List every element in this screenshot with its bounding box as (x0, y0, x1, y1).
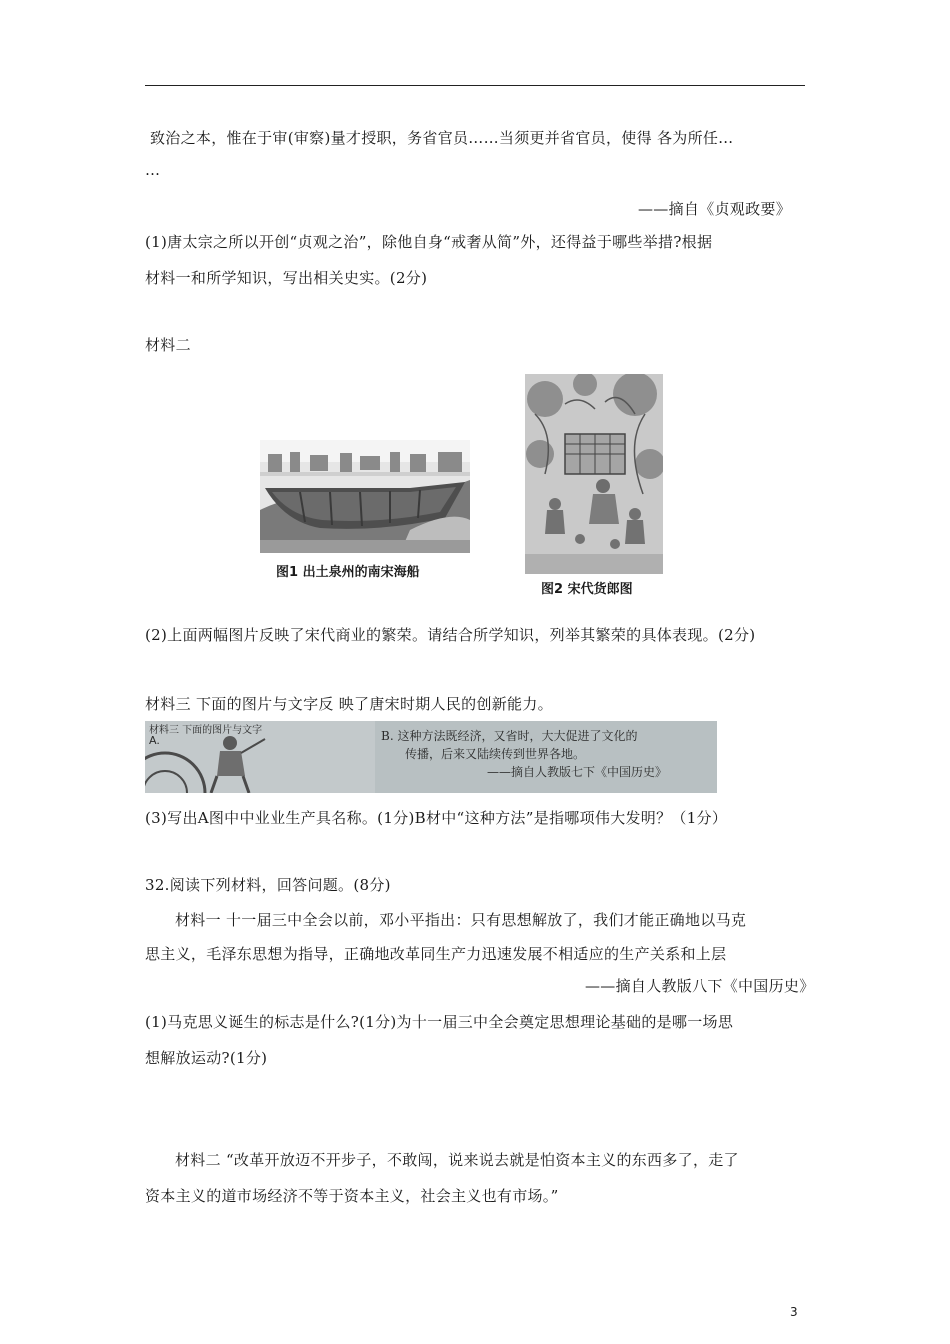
material3-heading: 材料三 下面的图片与文字反 映了唐宋时期人民的创新能力。 (145, 695, 553, 713)
photo-b-line1: B. 这种方法既经济，又省时，大大促进了文化的 (381, 729, 638, 743)
section32-question1-line1: (1)马克思义诞生的标志是什么?(1分)为十一届三中全会奠定思想理论基础的是哪一场思 (145, 1013, 734, 1031)
figure1-ship-photo (260, 440, 470, 553)
material1-text: 致治之本，惟在于审(审察)量才授职，务省官员……当须更并省官员，使得 各为所任… (150, 129, 734, 147)
figure2-caption: 图2 宋代货郎图 (541, 582, 633, 597)
section32-material1-source: ——摘自人教版八下《中国历史》 (585, 977, 815, 995)
photo-label-a: A. (149, 734, 160, 747)
question3: (3)写出A图中中业业生产具名称。(1分)B材中“这种方法”是指哪项伟大发明？（1分） (145, 809, 728, 827)
figure2-peddler-painting (525, 374, 663, 574)
header-rule (145, 85, 805, 86)
photo-header-text: 材料三 下面的图片与文字 (149, 725, 263, 736)
photo-b-source: ——摘自人教版七下《中国历史》 (487, 765, 668, 779)
page-number: 3 (790, 1305, 798, 1319)
section32-material1-line2: 思主义，毛泽东思想为指导，正确地改革同生产力迅速发展不相适应的生产关系和上层 (145, 945, 727, 963)
section32-material2-line2: 资本主义的道市场经济不等于资本主义，社会主义也有市场。” (145, 1187, 559, 1205)
section32-material1-line1: 材料一 十一届三中全会以前，邓小平指出：只有思想解放了，我们才能正确地以马克 (175, 911, 747, 929)
question1-line2: 材料一和所学知识，写出相关史实。(2分) (145, 269, 428, 287)
question1-line1: (1)唐太宗之所以开创“贞观之治”，除他自身“戒奢从简”外，还得益于哪些举措?根据 (145, 233, 713, 251)
section32-heading: 32.阅读下列材料，回答问题。(8分) (145, 876, 391, 894)
material3-photo (145, 721, 717, 793)
photo-b-line2: 传播，后来又陆续传到世界各地。 (405, 747, 586, 761)
material2-heading: 材料二 (145, 336, 191, 354)
section32-question1-line2: 想解放运动?(1分) (145, 1049, 268, 1067)
painting-illustration (525, 374, 663, 574)
figure1-caption: 图1 出土泉州的南宋海船 (276, 565, 420, 580)
ship-illustration (260, 440, 470, 553)
question2: (2)上面两幅图片反映了宋代商业的繁荣。请结合所学知识，列举其繁荣的具体表现。(2分) (145, 626, 756, 644)
material1-source: ——摘自《贞观政要》 (638, 200, 792, 218)
section32-material2-line1: 材料二 “改革开放迈不开步子，不敢闯，说来说去就是怕资本主义的东西多了，走了 (175, 1151, 739, 1169)
material1-text-cont: … (145, 161, 161, 179)
